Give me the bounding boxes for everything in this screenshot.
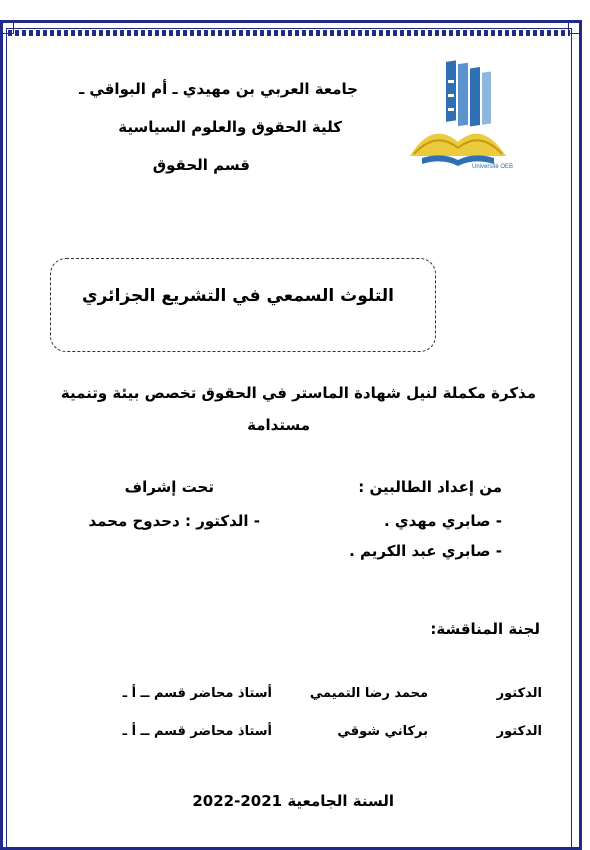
department-name: قسم الحقوق bbox=[152, 156, 250, 174]
thesis-title: التلوث السمعي في التشريع الجزائري bbox=[82, 286, 394, 306]
committee-member-rank: أستاذ محاضر قسم ــ أ ـ bbox=[122, 724, 272, 739]
supervisor-label: تحت إشراف bbox=[124, 478, 214, 496]
logo-building-icon bbox=[446, 60, 491, 126]
student-2: - صابري عبد الكريم . bbox=[349, 542, 502, 560]
university-name: جامعة العربي بن مهيدي ـ أم البواقي ـ bbox=[79, 80, 358, 98]
committee-member-rank: أستاذ محاضر قسم ــ أ ـ bbox=[122, 686, 272, 701]
committee-member-title: الدكتور bbox=[496, 724, 542, 739]
corner-ornament-left bbox=[2, 22, 14, 34]
faculty-name: كلية الحقوق والعلوم السياسية bbox=[118, 118, 342, 136]
logo-caption: Université OEB bbox=[472, 164, 514, 170]
committee-member-name: بركاني شوقي bbox=[337, 724, 428, 739]
thesis-subtitle-line2: مستدامة bbox=[247, 416, 310, 434]
student-1: - صابري مهدي . bbox=[383, 512, 502, 530]
committee-member-title: الدكتور bbox=[496, 686, 542, 701]
students-label: من إعداد الطالبين : bbox=[358, 478, 502, 496]
page-frame-dashes bbox=[8, 30, 570, 36]
university-logo bbox=[402, 60, 514, 170]
academic-year: السنة الجامعية 2021-2022 bbox=[192, 792, 394, 810]
corner-ornament-right bbox=[568, 22, 580, 34]
logo-wheat-icon bbox=[410, 134, 506, 156]
committee-label: لجنة المناقشة: bbox=[430, 620, 540, 638]
thesis-subtitle-line1: مذكرة مكملة لنيل شهادة الماستر في الحقوق تخصص بيئة وتنمية bbox=[60, 384, 536, 402]
committee-member-name: محمد رضا التميمي bbox=[309, 686, 428, 701]
supervisor-name: - الدكتور : دحدوح محمد bbox=[88, 512, 260, 530]
